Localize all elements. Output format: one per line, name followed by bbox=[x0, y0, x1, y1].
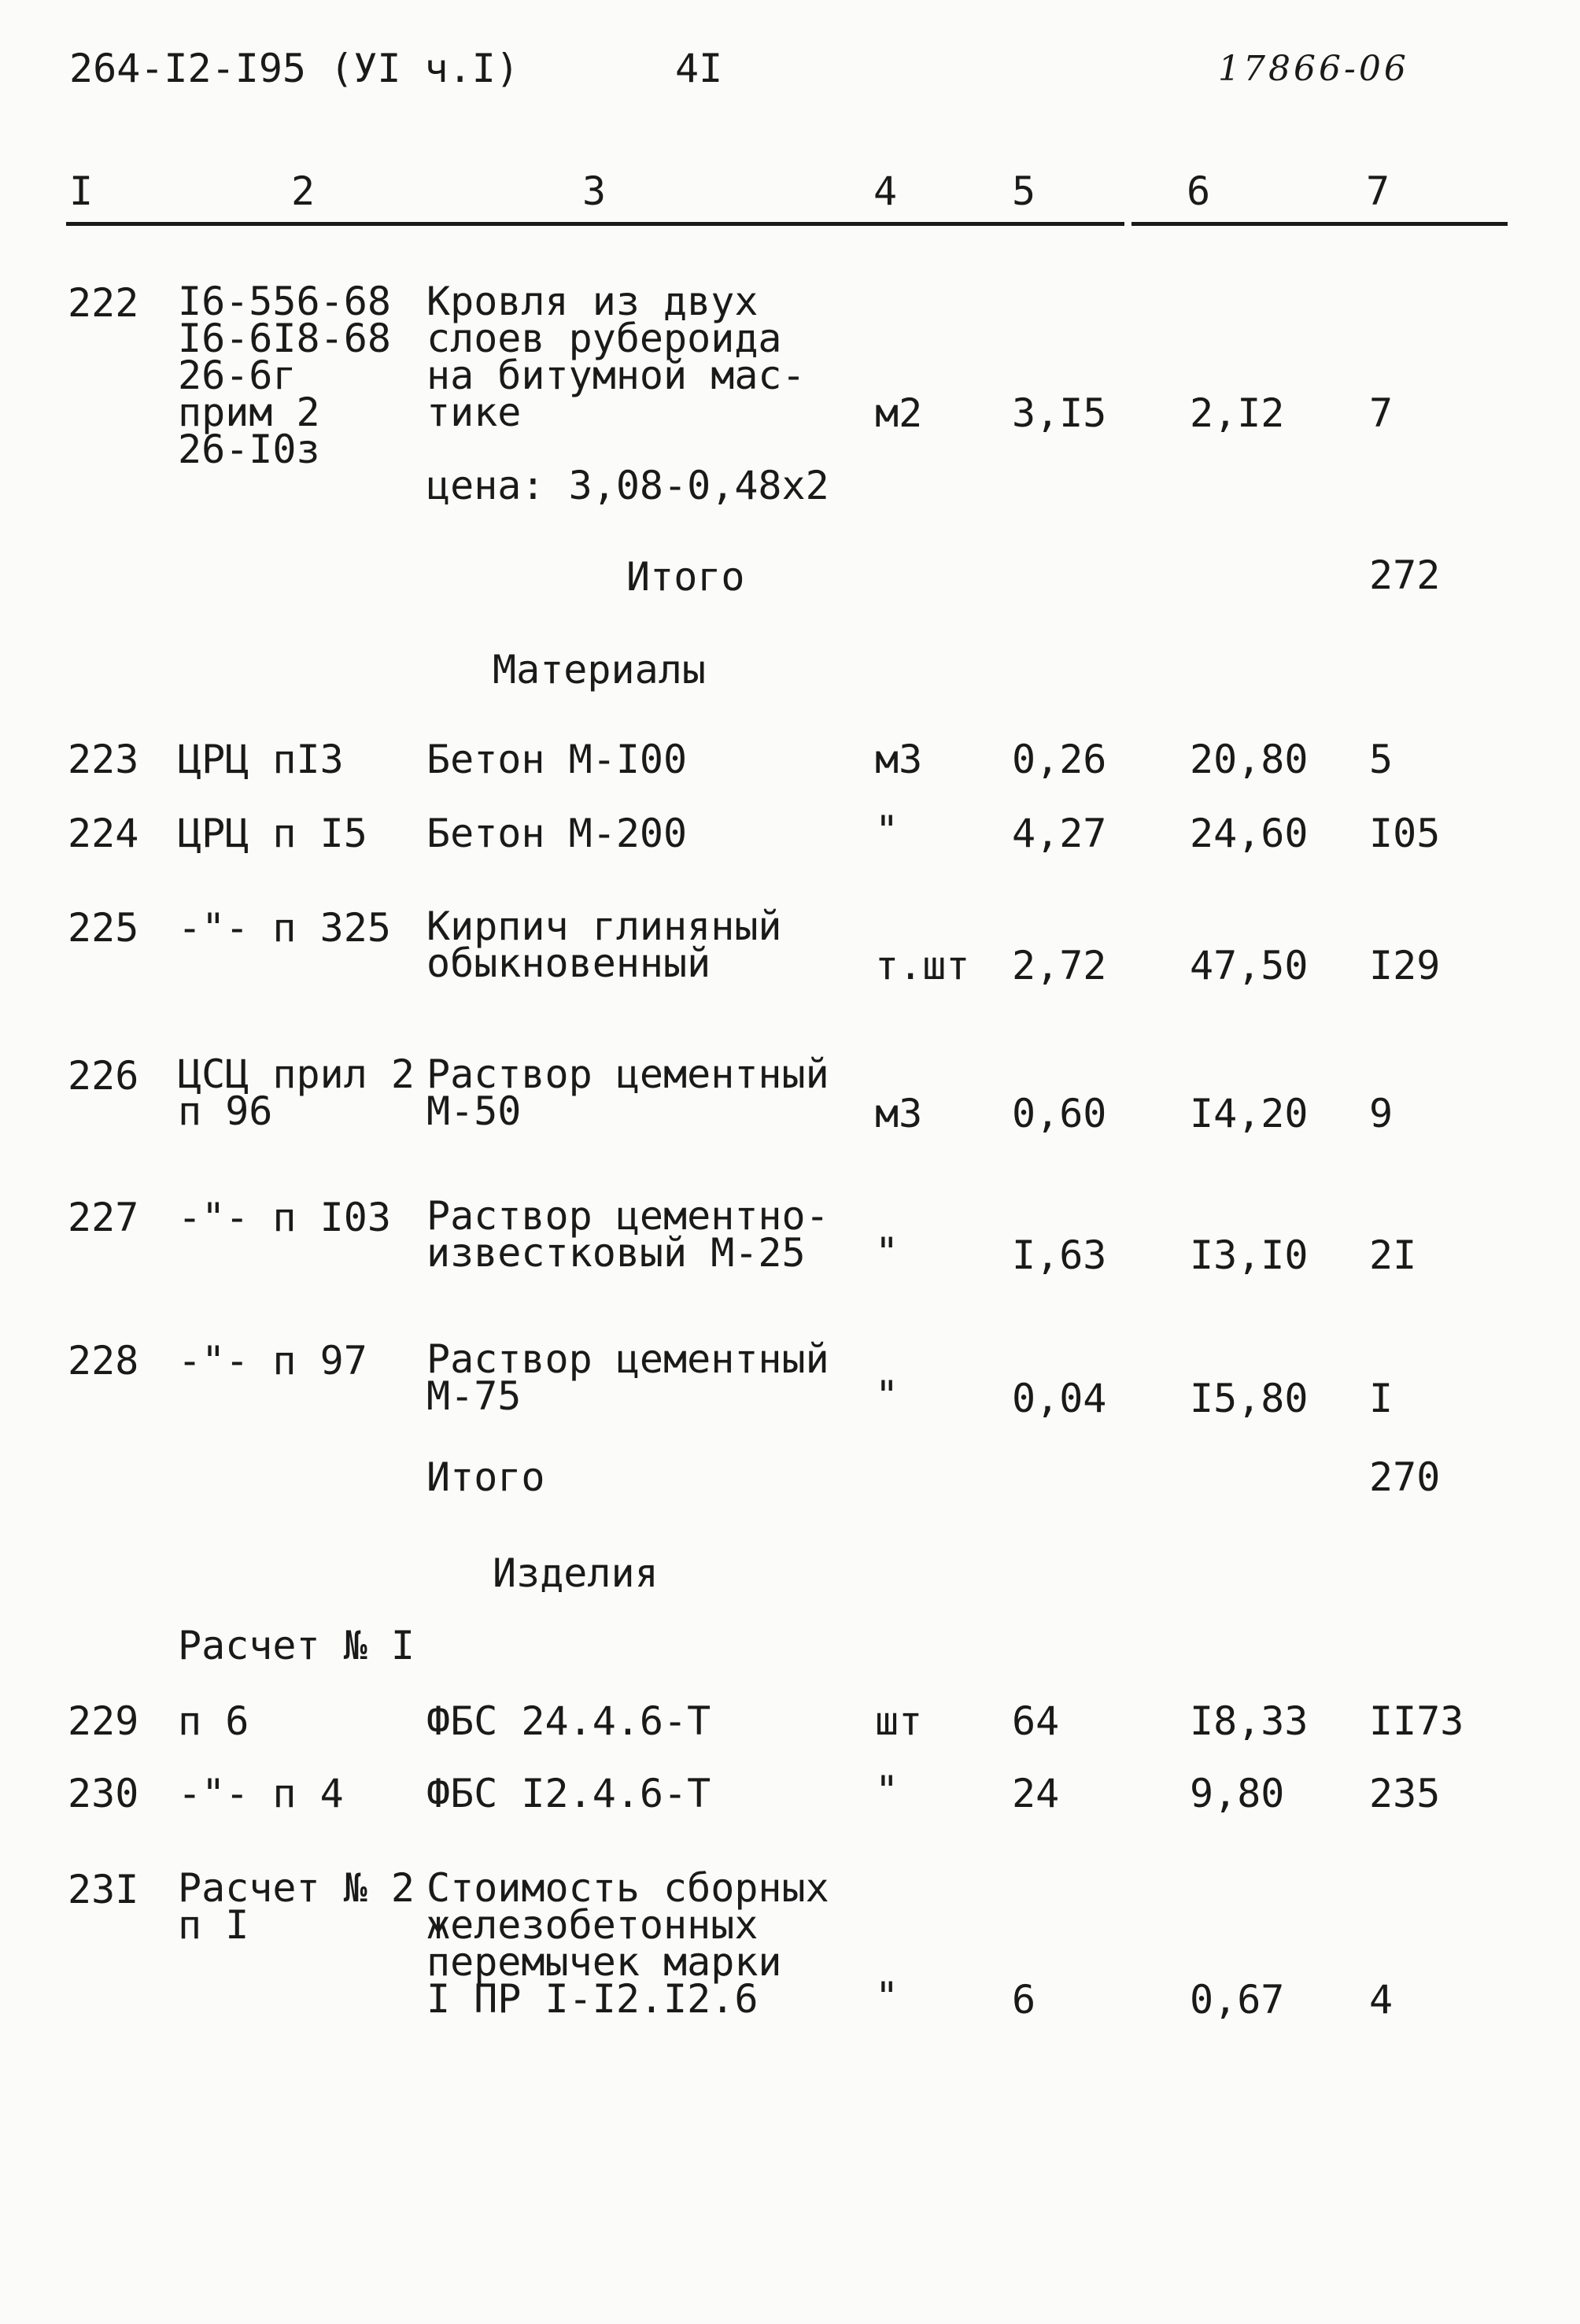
row-name: Кровля из двух слоев рубероида на битумной мас- тике bbox=[426, 279, 806, 435]
row-qty: 0,60 bbox=[1012, 1091, 1107, 1136]
row-number: 224 bbox=[68, 811, 139, 856]
row-name: Бетон М-200 bbox=[426, 811, 688, 856]
row-code: -"- п 97 bbox=[178, 1338, 367, 1384]
subtotal-value: 272 bbox=[1369, 552, 1441, 598]
section-title-materials: Материалы bbox=[493, 647, 706, 693]
header-rule-right bbox=[1131, 222, 1508, 226]
row-code: ЦСЦ прил 2 п 96 bbox=[178, 1051, 415, 1134]
col-header-1: I bbox=[69, 168, 94, 214]
row-qty: 4,27 bbox=[1012, 811, 1107, 856]
row-qty: 0,26 bbox=[1012, 737, 1107, 782]
row-total: I bbox=[1369, 1376, 1394, 1421]
row-number: 222 bbox=[68, 280, 139, 326]
row-total: 5 bbox=[1369, 737, 1394, 782]
row-total: 9 bbox=[1369, 1091, 1394, 1136]
row-price: 24,60 bbox=[1190, 811, 1309, 856]
document-code: 264-I2-I95 (УI ч.I) bbox=[69, 46, 519, 91]
row-price: I4,20 bbox=[1190, 1091, 1309, 1136]
row-qty: 0,04 bbox=[1012, 1376, 1107, 1421]
row-name: Раствор цементный М-75 bbox=[426, 1336, 829, 1419]
row-price: 9,80 bbox=[1190, 1771, 1285, 1816]
row-code: ЦРЦ п I5 bbox=[178, 811, 367, 856]
row-name: Стоимость сборных железобетонных перемычек марки I ПР I-I2.I2.6 bbox=[426, 1865, 829, 2022]
row-qty: 3,I5 bbox=[1012, 390, 1107, 436]
row-code: п 6 bbox=[178, 1698, 249, 1744]
row-price: I3,I0 bbox=[1190, 1232, 1309, 1278]
row-total: 235 bbox=[1369, 1771, 1441, 1816]
page-number: 4I bbox=[675, 46, 723, 91]
row-name: Раствор цементно- известковый М-25 bbox=[426, 1193, 829, 1276]
row-name: Раствор цементный М-50 bbox=[426, 1051, 829, 1134]
col-header-3: 3 bbox=[582, 168, 607, 214]
row-total: 7 bbox=[1369, 390, 1394, 436]
row-unit: " bbox=[875, 1229, 899, 1275]
col-header-5: 5 bbox=[1012, 168, 1036, 214]
subtotal-label: Итого bbox=[426, 1454, 545, 1500]
row-name: Бетон М-I00 bbox=[426, 737, 688, 782]
row-price: 2,I2 bbox=[1190, 390, 1285, 436]
row-number: 226 bbox=[68, 1053, 139, 1099]
row-qty: 64 bbox=[1012, 1698, 1060, 1744]
row-number: 225 bbox=[68, 905, 139, 951]
row-name: ФБС I2.4.6-Т bbox=[426, 1771, 711, 1816]
row-total: II73 bbox=[1369, 1698, 1464, 1744]
subtotal-label: Итого bbox=[626, 554, 745, 600]
row-code: -"- п I03 bbox=[178, 1195, 391, 1240]
row-code: -"- п 325 bbox=[178, 905, 391, 951]
col-header-6: 6 bbox=[1187, 168, 1211, 214]
col-header-4: 4 bbox=[873, 168, 898, 214]
row-qty: I,63 bbox=[1012, 1232, 1107, 1278]
row-number: 23I bbox=[68, 1867, 139, 1912]
row-total: 4 bbox=[1369, 1977, 1394, 2023]
row-number: 228 bbox=[68, 1338, 139, 1384]
row-qty: 6 bbox=[1012, 1977, 1036, 2023]
row-price: 0,67 bbox=[1190, 1977, 1285, 2023]
row-code: I6-556-68 I6-6I8-68 26-6г прим 2 26-I0з bbox=[178, 279, 391, 472]
row-number: 223 bbox=[68, 737, 139, 782]
calc-label: Расчет № I bbox=[178, 1623, 415, 1668]
row-qty: 24 bbox=[1012, 1771, 1060, 1816]
col-header-2: 2 bbox=[291, 168, 316, 214]
row-name: Кирпич глиняный обыкновенный bbox=[426, 903, 782, 986]
row-number: 227 bbox=[68, 1195, 139, 1240]
row-unit: м3 bbox=[875, 737, 923, 782]
row-price: I5,80 bbox=[1190, 1376, 1309, 1421]
row-unit: " bbox=[875, 1974, 899, 2019]
row-name: ФБС 24.4.6-Т bbox=[426, 1698, 711, 1744]
row-number: 230 bbox=[68, 1771, 139, 1816]
row-price: 47,50 bbox=[1190, 943, 1309, 988]
subtotal-value: 270 bbox=[1369, 1454, 1441, 1500]
row-total: 2I bbox=[1369, 1232, 1417, 1278]
header-rule-left bbox=[66, 222, 1124, 226]
row-unit: т.шт bbox=[875, 943, 970, 988]
col-header-7: 7 bbox=[1366, 168, 1390, 214]
row-total: I05 bbox=[1369, 811, 1441, 856]
row-price-note: цена: 3,08-0,48х2 bbox=[426, 463, 829, 508]
row-unit: " bbox=[875, 1373, 899, 1418]
section-title-products: Изделия bbox=[493, 1550, 659, 1596]
row-code: -"- п 4 bbox=[178, 1771, 344, 1816]
row-unit: " bbox=[875, 807, 899, 853]
row-qty: 2,72 bbox=[1012, 943, 1107, 988]
row-number: 229 bbox=[68, 1698, 139, 1744]
row-unit: шт bbox=[875, 1698, 923, 1744]
row-price: I8,33 bbox=[1190, 1698, 1309, 1744]
row-unit: " bbox=[875, 1768, 899, 1813]
row-unit: м3 bbox=[875, 1091, 923, 1136]
handwritten-reference: 17866-06 bbox=[1218, 49, 1409, 89]
row-unit: м2 bbox=[875, 390, 923, 436]
row-code: ЦРЦ пI3 bbox=[178, 737, 344, 782]
row-total: I29 bbox=[1369, 943, 1441, 988]
row-code: Расчет № 2 п I bbox=[178, 1865, 415, 1948]
row-price: 20,80 bbox=[1190, 737, 1309, 782]
